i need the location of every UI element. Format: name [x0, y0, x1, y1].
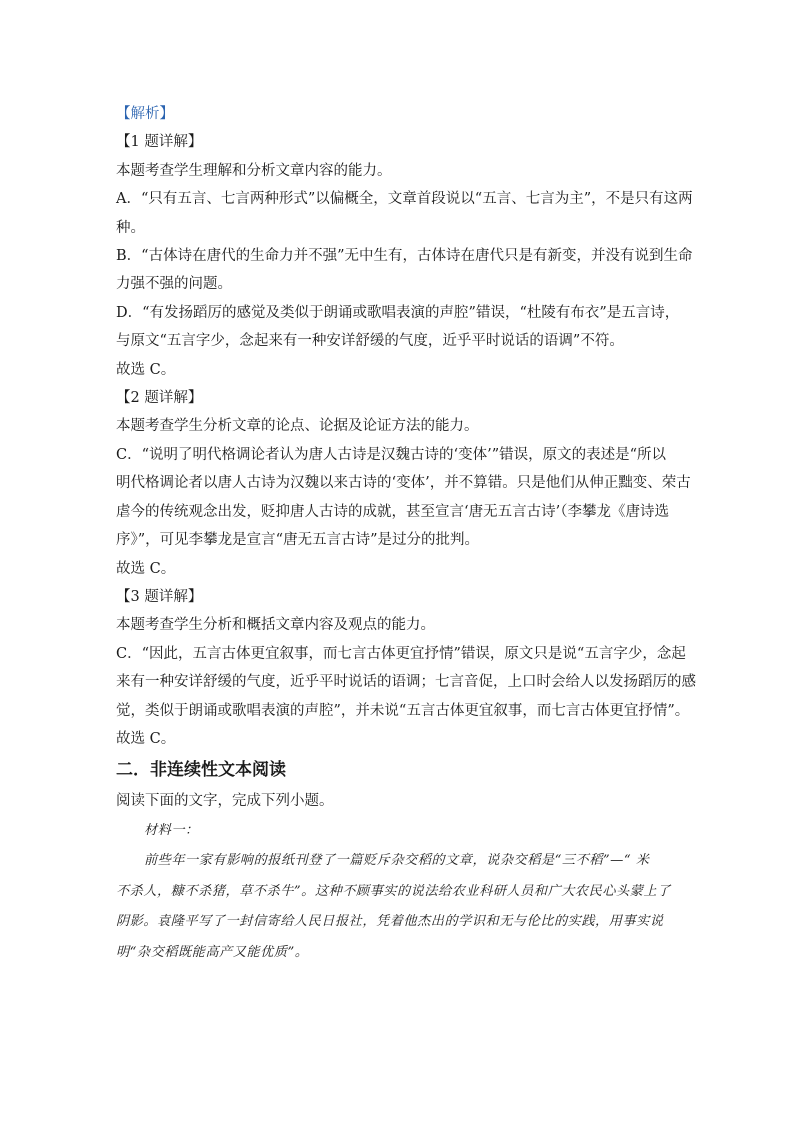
section-title: 二．非连续性文本阅读 [116, 760, 286, 781]
material-line: 明“杂交稻既能高产又能优质”。 [116, 944, 309, 960]
q3-heading: 【3 题详解】 [116, 588, 203, 605]
analysis-line: A．“只有五言、七言两种形式”以偏概全，文章首段说以“五言、七言为主”，不是只有这两 [116, 191, 693, 208]
q2-heading: 【2 题详解】 [116, 390, 203, 407]
q1-heading: 【1 题详解】 [116, 134, 203, 151]
analysis-label: 【解析】 [116, 106, 174, 122]
analysis-line: 序》”，可见李攀龙是宣言“唐无五言古诗”是过分的批判。 [116, 532, 479, 549]
analysis-line: D．“有发扬蹈厉的感觉及类似于朗诵或歌唱表演的声腔”错误，“杜陵有布衣”是五言诗， [116, 304, 680, 321]
analysis-line: 虐今的传统观念出发，贬抑唐人古诗的成就，甚至宣言‘唐无五言古诗’（李攀龙《唐诗选 [116, 503, 669, 520]
analysis-line: B．“古体诗在唐代的生命力并不强”无中生有，古体诗在唐代只是有新变，并没有说到生命 [116, 248, 693, 265]
analysis-line: 本题考查学生理解和分析文章内容的能力。 [116, 162, 392, 179]
document-content [116, 100, 696, 968]
material-label: 材料一： [144, 822, 199, 838]
analysis-line: 来有一种安详舒缓的气度，近乎平时说话的语调；七言音促，上口时会给人以发扬蹈厉的感 [116, 674, 696, 691]
answer-line: 故选 C。 [116, 361, 176, 378]
material-line: 前些年一家有影响的报纸刊登了一篇贬斥杂交稻的文章，说杂交稻是“三不稻”—“ 米 [144, 853, 650, 869]
material-line: 不杀人，糠不杀猪，草不杀牛”。这种不顾事实的说法给农业科研人员和广大农民心头蒙上了 [116, 883, 671, 899]
answer-line: 故选 C。 [116, 560, 176, 577]
analysis-line: 本题考查学生分析文章的论点、论据及论证方法的能力。 [116, 418, 479, 435]
analysis-line: 与原文“五言字少，念起来有一种安详舒缓的气度，近乎平时说话的语调”不符。 [116, 333, 624, 350]
analysis-line: 觉，类似于朗诵或歌唱表演的声腔”，并未说“五言古体更宜叙事，而七言古体更宜抒情”。 [116, 702, 690, 719]
analysis-line: C．“因此，五言古体更宜叙事，而七言古体更宜抒情”错误，原文只是说“五言字少，念起 [116, 645, 686, 662]
answer-line: 故选 C。 [116, 730, 176, 747]
analysis-line: C．“说明了明代格调论者认为唐人古诗是汉魏古诗的‘变体’”错误，原文的表述是“所以 [116, 446, 667, 463]
analysis-line: 明代格调论者以唐人古诗为汉魏以来古诗的‘变体’，并不算错。只是他们从伸正黜变、荣古 [116, 475, 691, 492]
analysis-line: 本题考查学生分析和概括文章内容及观点的能力。 [116, 617, 435, 634]
analysis-line: 种。 [116, 219, 145, 236]
material-line: 阴影。袁隆平写了一封信寄给人民日报社，凭着他杰出的学识和无与伦比的实践，用事实说 [116, 914, 664, 930]
analysis-line: 力强不强的问题。 [116, 276, 232, 293]
reading-instruction: 阅读下面的文字，完成下列小题。 [116, 793, 334, 810]
